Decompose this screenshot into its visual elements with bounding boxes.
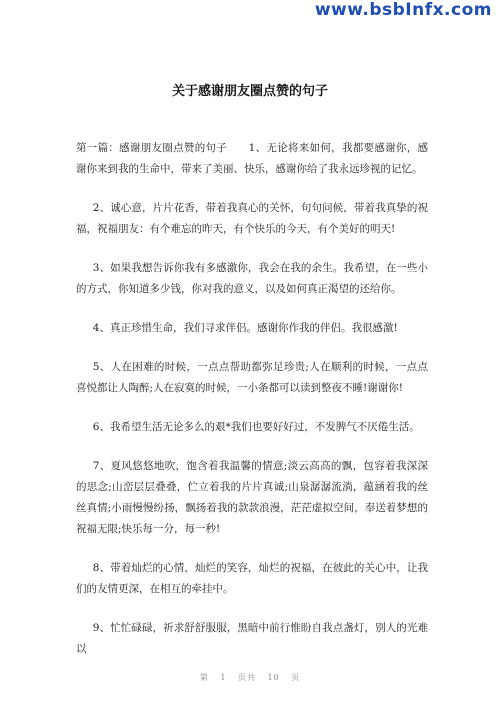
page-title: 关于感谢朋友圈点赞的句子 bbox=[171, 84, 328, 99]
footer-prefix: 第 bbox=[199, 673, 209, 682]
site-watermark: www.bsbInfx.com bbox=[314, 0, 492, 20]
paragraph-9: 9、忙忙碌碌，祈求舒舒服服，黑暗中前行惟盼自我点盏灯，别人的光难以 bbox=[76, 622, 428, 655]
paragraph-4: 4、真正珍惜生命，我们寻求伴侣。感谢你作我的伴侣。我很感激! bbox=[92, 322, 398, 334]
paragraph-3: 3、如果我想告诉你我有多感激你，我会在我的余生。我希望，在一些小的方式，你知道多少钱，你对我的意义，以及如何真正渴望的还给你。 bbox=[76, 262, 428, 295]
page-footer bbox=[0, 672, 500, 683]
footer-current-page: 1 bbox=[220, 673, 227, 682]
paragraph-2: 2、诚心意，片片花香，带着我真心的关怀，句句问候，带着我真挚的祝福，祝福朋友：有个难忘的昨天，有个快乐的今天，有个美好的明天! bbox=[76, 202, 428, 235]
paragraph-1: 第一篇：感谢朋友圈点赞的句子 1、无论将来如何，我都要感谢你，感谢你来到我的生命中，带来了美丽、快乐，感谢你给了我永远珍视的记忆。 bbox=[76, 142, 428, 175]
footer-suffix: 页 bbox=[291, 673, 301, 682]
paragraph-5: 5、人在困难的时候，一点点帮助都弥足珍贵;人在顺利的时候，一点点喜悦都让人陶醉;人在寂寞的时候，一小条都可以读到整夜不睡!谢谢你! bbox=[76, 361, 428, 394]
paragraph-6: 6、我希望生活无论多么的艰*我们也要好好过，不发脾气不厌倦生活。 bbox=[92, 421, 420, 433]
paragraph-8: 8、带着灿烂的心情，灿烂的笑容，灿烂的祝福，在彼此的关心中，让我们的友情更深，在相互的牵挂中。 bbox=[76, 562, 428, 595]
paragraph-7: 7、夏风悠悠地吹，饱含着我温馨的情意;淡云高高的飘，包容着我深深的思念;山峦层层叠叠，伫立着我的片片真诚;山泉潺潺流淌，蕴涵着我的丝丝真情;小雨慢慢纷扬，飘扬着我的款款浪漫，茫茫虚拟空间，奉送着梦想的祝福无限;快乐每一分，每一秒! bbox=[76, 460, 428, 535]
footer-total-pages: 10 bbox=[267, 673, 280, 682]
footer-middle: 页共 bbox=[237, 673, 256, 682]
document-body bbox=[76, 138, 428, 678]
